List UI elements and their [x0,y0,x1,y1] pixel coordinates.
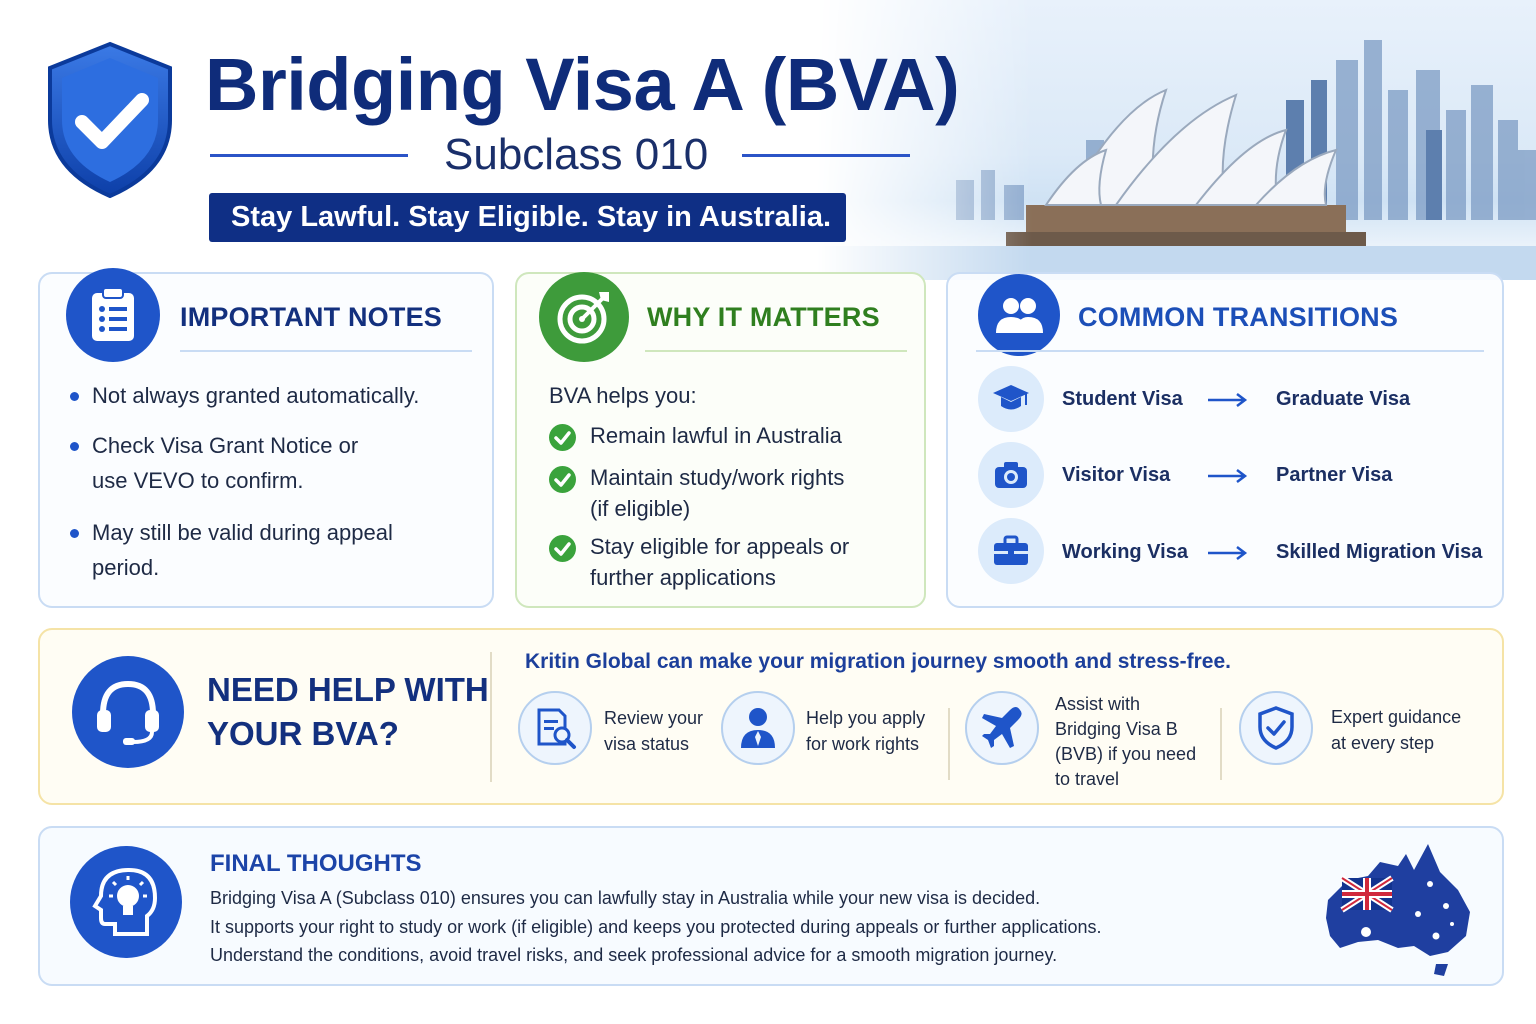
list-item-text: Check Visa Grant Notice or [92,433,359,458]
check-icon [549,424,576,451]
list-item-text: Not always granted automatically. [92,383,420,408]
important-notes-title: IMPORTANT NOTES [180,302,442,332]
list-item-text: period. [92,555,160,580]
shield-check-icon [1239,691,1313,765]
list-item-text: further applications [590,565,776,590]
service-label-line: to travel [1055,769,1120,789]
list-item-text: May still be valid during appeal [92,520,393,545]
divider [976,350,1484,352]
list-item [590,420,842,451]
bullet [70,392,79,401]
why-it-matters-card [515,272,926,608]
shield-check-logo-icon [44,40,176,200]
common-transitions-card [946,272,1504,608]
list-item-text: (if eligible) [590,496,691,521]
arrow-right-icon [1208,469,1248,483]
page-subtitle: Subclass 010 [444,130,709,179]
transition-from: Working Visa [1062,541,1188,563]
list-item-text: Maintain study/work rights [590,465,845,490]
camera-icon [978,442,1044,508]
briefcase-icon [978,518,1044,584]
list-item-text: Stay eligible for appeals or [590,534,850,559]
service-label-line: Review your [604,708,704,728]
service-label-line: Assist with [1055,694,1141,714]
service-label-line: Expert guidance [1331,707,1462,727]
document-search-icon [518,691,592,765]
divider [210,154,408,157]
service-label [604,705,703,757]
tagline-banner: Stay Lawful. Stay Eligible. Stay in Australia. [209,193,846,242]
important-notes-card [38,272,494,608]
list-item [92,378,419,413]
check-icon [549,535,576,562]
arrow-right-icon [1208,546,1248,560]
list-item-text: Remain lawful in Australia [590,423,842,448]
transition-to: Partner Visa [1276,464,1393,486]
divider [1220,708,1222,780]
service-label-line: Help you apply [806,708,926,728]
bullet [70,442,79,451]
check-icon [549,466,576,493]
service-label [1331,704,1461,756]
list-item-text: use VEVO to confirm. [92,468,304,493]
final-thoughts-line: It supports your right to study or work (if eligible) and keeps you protected during appeals or further applications. [210,917,1102,937]
need-help-title [207,668,489,756]
list-item [92,428,358,498]
need-help-card [38,628,1504,805]
service-label-line: visa status [604,734,690,754]
divider [180,350,472,352]
common-transitions-title: COMMON TRANSITIONS [1078,302,1399,332]
transition-to: Skilled Migration Visa [1276,541,1483,563]
transition-from: Student Visa [1062,388,1183,410]
airplane-icon [965,691,1039,765]
need-help-subtitle: Kritin Global can make your migration journey smooth and stress-free. [525,650,1231,673]
clipboard-icon [66,268,160,362]
service-label-line: for work rights [806,734,920,754]
service-label-line: Bridging Visa B [1055,719,1178,739]
arrow-right-icon [1208,393,1248,407]
list-item [92,515,393,585]
final-thoughts-title: FINAL THOUGHTS [210,850,422,877]
divider [742,154,910,157]
subtitle-row [210,130,910,180]
divider [645,350,907,352]
headset-icon [72,656,184,768]
page-title: Bridging Visa A (BVA) [205,43,960,126]
service-label [1055,692,1196,792]
bullet [70,529,79,538]
service-label-line: at every step [1331,733,1435,753]
service-label [806,705,925,757]
need-help-title-line: YOUR BVA? [207,715,399,752]
transition-from: Visitor Visa [1062,464,1171,486]
need-help-title-line: NEED HELP WITH [207,671,489,708]
list-item [590,531,849,593]
why-intro: BVA helps you: [549,383,697,408]
divider [490,652,492,782]
why-it-matters-title: WHY IT MATTERS [647,302,880,332]
final-thoughts-line: Understand the conditions, avoid travel risks, and seek professional advice for a smooth migration journey. [210,945,1058,965]
final-thoughts-line: Bridging Visa A (Subclass 010) ensures you can lawfully stay in Australia while your new visa is decided. [210,888,1041,908]
final-thoughts-card [38,826,1504,986]
graduation-cap-icon [978,366,1044,432]
australia-map-flag-icon [1318,840,1478,982]
service-label-line: (BVB) if you need [1055,744,1197,764]
transition-to: Graduate Visa [1276,388,1411,410]
divider [948,708,950,780]
users-icon [978,274,1060,356]
target-icon [539,272,629,362]
list-item [590,462,844,524]
lightbulb-head-icon [70,846,182,958]
person-icon [721,691,795,765]
